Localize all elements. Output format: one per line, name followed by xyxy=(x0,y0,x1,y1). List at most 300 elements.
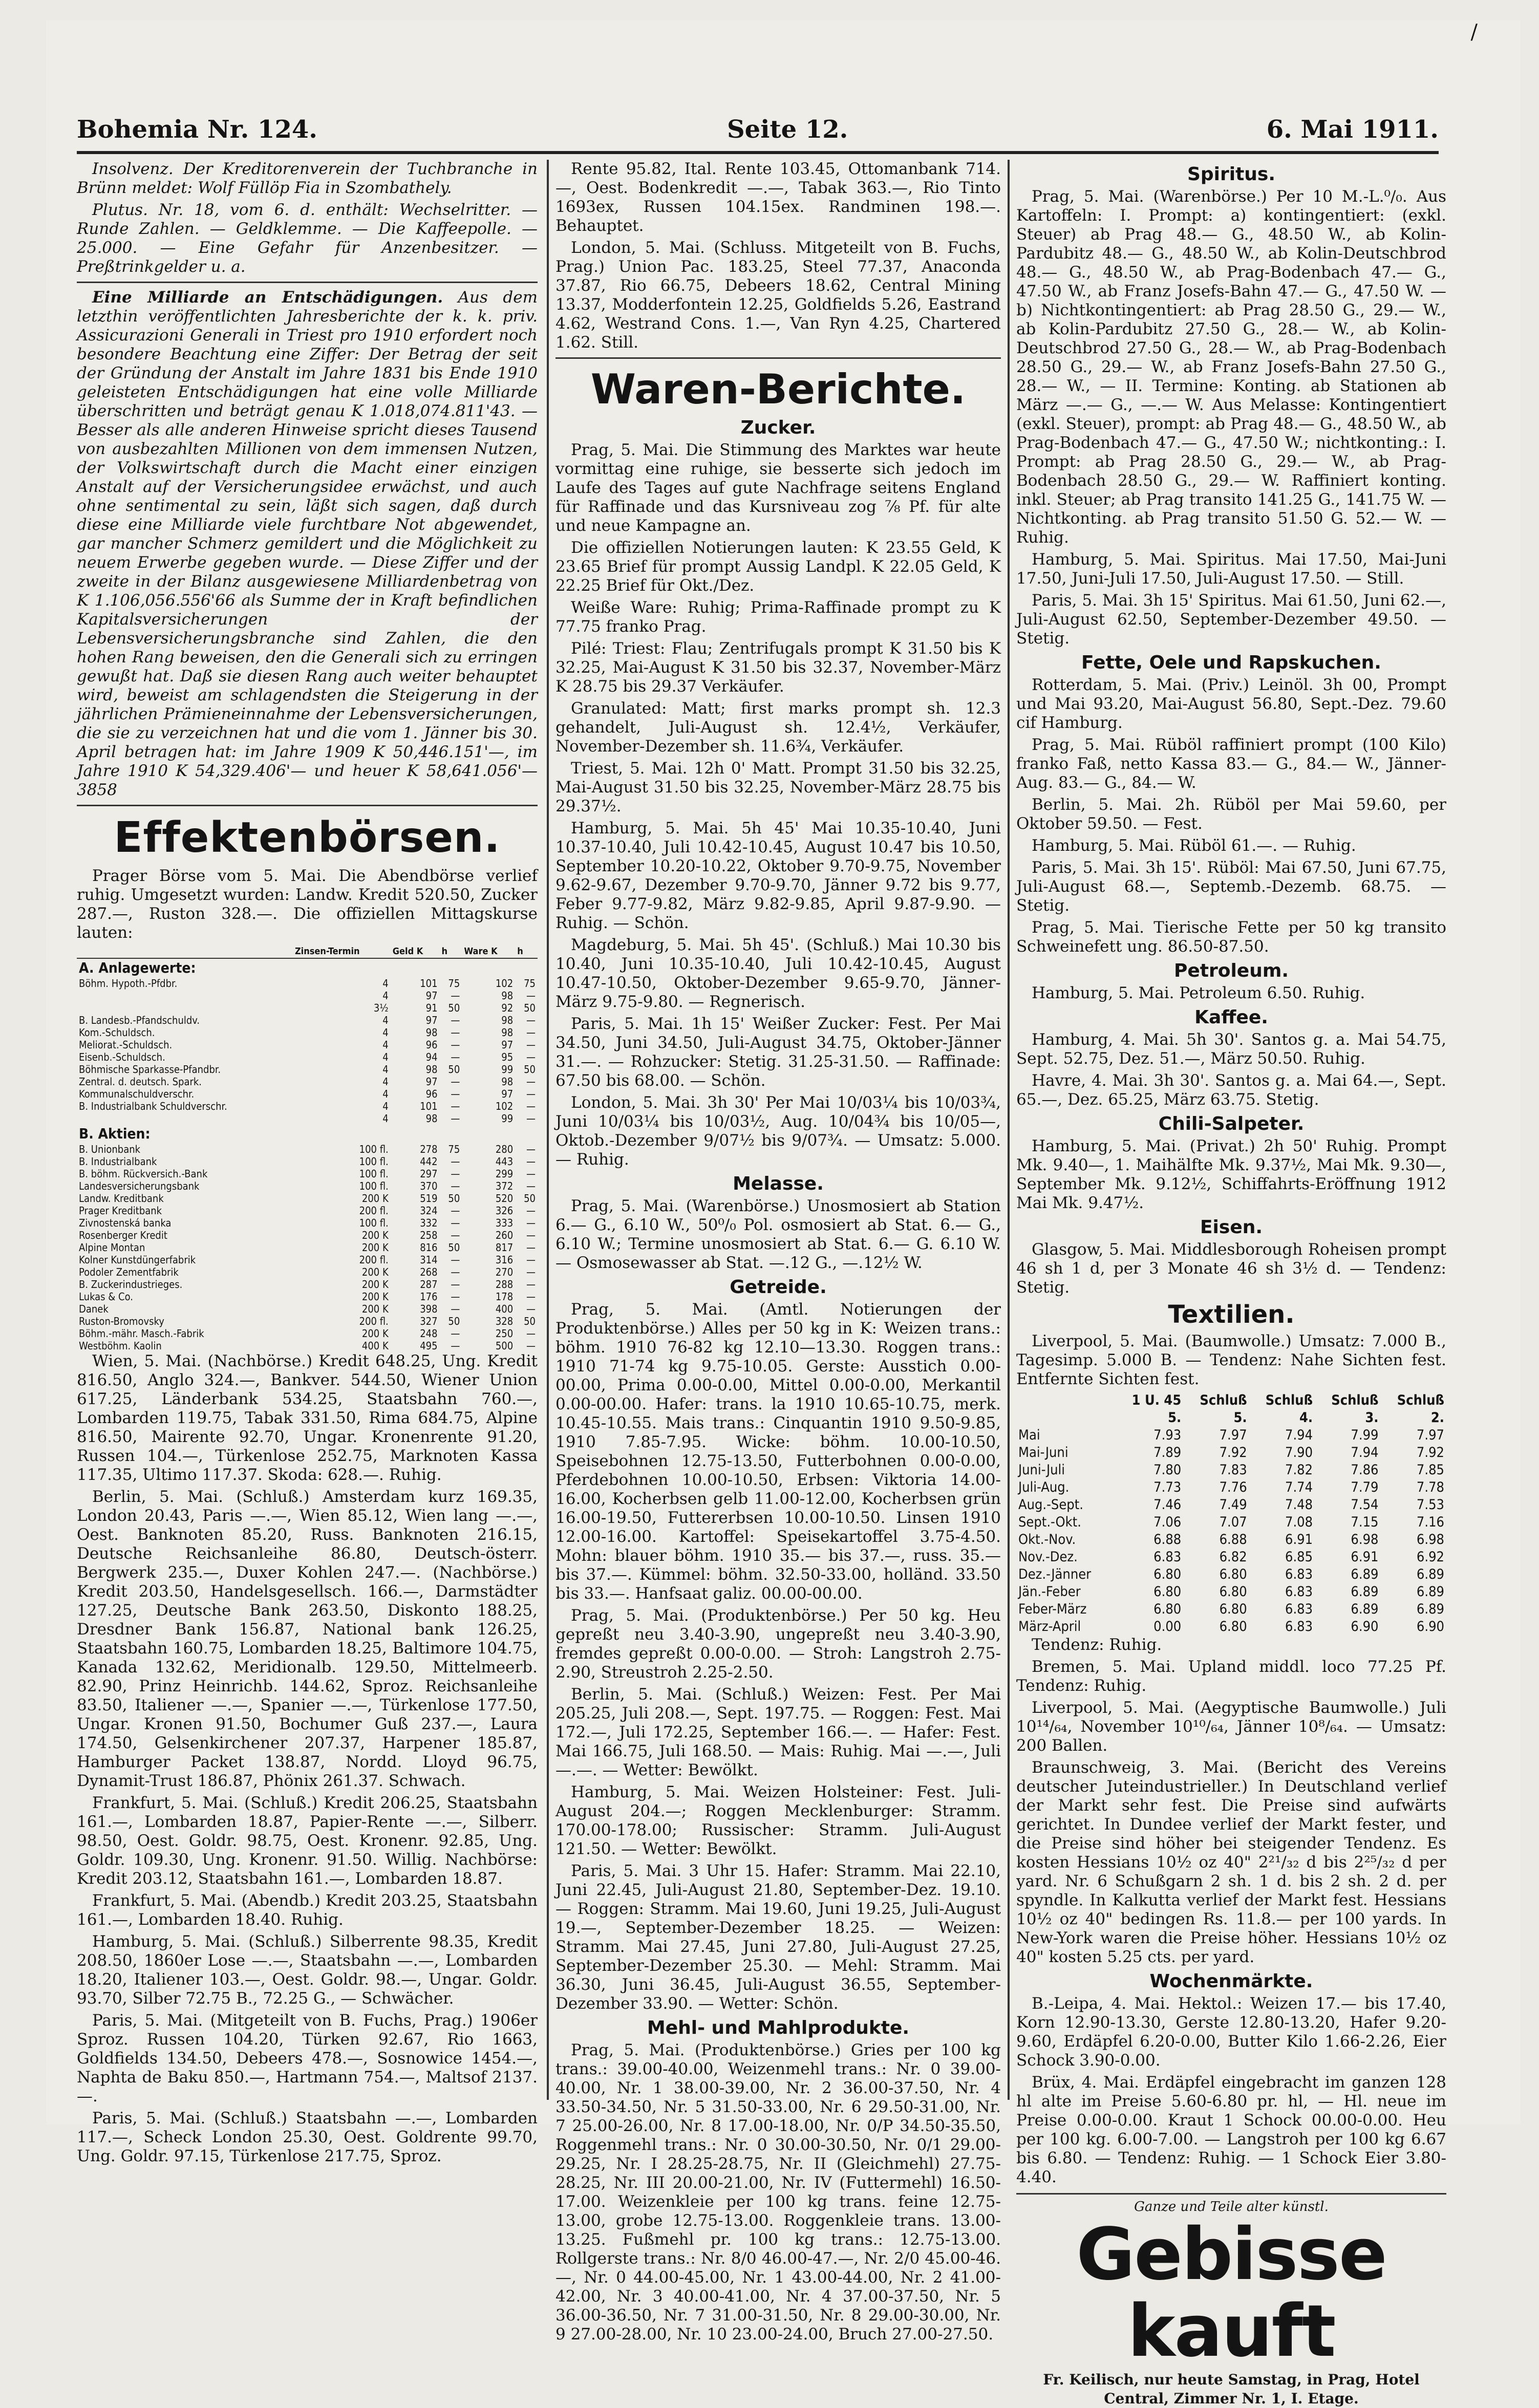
table-cell xyxy=(77,1112,293,1125)
table-cell: 50 xyxy=(524,1063,536,1076)
page-header xyxy=(77,115,1439,154)
melasse-prag: Prag, 5. Mai. (Warenbörse.) Unosmosiert ab Station 6.— G., 6.10 W., 50⁰/₀ Pol. osmosiert ab Stat. 6.— G., 6.10 W.; Termine unosmosiert ab Stat. 6.— G. 6.10 W. — Osmosewasser ab Stat. —.12 G., —.12½ W. xyxy=(555,1197,1001,1272)
table-cell: 326 xyxy=(495,1205,514,1217)
table-cell: 6.80 xyxy=(1153,1584,1182,1600)
report-london: London, 5. Mai. (Schluss. Mitgeteilt von B. Fuchs, Prag.) Union Pac. 183.25, Steel 77.37, Anaconda 37.87, Rio 66.75, Debeers 18.62, Central Mining 13.37, Modderfontein 12.25, Goldfields 5.26, Eastrand 4.62, Westrand Cons. 1.—, Van Ryn 4.25, Chartered 1.62. Still. xyxy=(555,239,1001,352)
table-row xyxy=(77,1168,538,1180)
table-cell: 6.83 xyxy=(1285,1566,1313,1582)
table-row xyxy=(1016,1549,1446,1566)
fette-prag: Prag, 5. Mai. Rüböl raffiniert prompt (100 Kilo) franko Faß, netto Kassa 83.— G., 84.— W., Jänner-Aug. 83.— G., 84.— W. xyxy=(1016,736,1446,792)
table-cell: 98 xyxy=(501,1026,514,1039)
table-cell: 7.48 xyxy=(1285,1497,1313,1513)
table-cell: 495 xyxy=(420,1340,438,1352)
sub-mehl: Mehl- und Mahlprodukte. xyxy=(647,2017,910,2038)
table-cell: 96 xyxy=(425,1039,438,1051)
table-header-cell: Schluß xyxy=(1331,1392,1379,1408)
table-cell: 270 xyxy=(495,1266,514,1278)
table-cell: 75 xyxy=(448,977,460,990)
table-cell: — xyxy=(451,1217,460,1229)
table-cell: 50 xyxy=(448,1063,460,1076)
table-cell: 7.16 xyxy=(1416,1514,1444,1530)
table-row xyxy=(77,1002,538,1014)
table-row xyxy=(77,977,538,990)
table-cell: 97 xyxy=(425,1076,438,1088)
table-cell: 101 xyxy=(420,977,438,990)
table-cell: 817 xyxy=(495,1241,514,1254)
table-cell: — xyxy=(526,1143,536,1155)
table-cell: 4 xyxy=(382,1088,389,1100)
table-cell: 200 fl. xyxy=(359,1315,389,1327)
table-cell: 6.80 xyxy=(1219,1601,1247,1617)
table-cell: — xyxy=(526,1112,536,1125)
table-cell: Eisenb.-Schuldsch. xyxy=(79,1051,165,1063)
table-cell: 327 xyxy=(420,1315,438,1327)
textil-tendenz: Tendenz: Ruhig. xyxy=(1032,1636,1162,1654)
table-cell: 6.89 xyxy=(1351,1584,1379,1600)
zucker-prag: Prag, 5. Mai. Die Stimmung des Marktes war heute vormittag eine ruhige, sie besserte sich jedoch im Laufe des Tages auf gute Nachfrage seitens England für Raffinade und das Kursniveau zog ⅞ Pf. für alte und neue Kampagne an. xyxy=(555,441,1001,535)
table-cell xyxy=(77,1002,293,1014)
table-cell: 6.91 xyxy=(1285,1532,1313,1547)
table-header-cell: h xyxy=(440,945,462,958)
table-row xyxy=(77,1229,538,1241)
table-cell: Westböhm. Kaolin xyxy=(79,1340,162,1352)
table-cell: 6.85 xyxy=(1285,1549,1313,1565)
table-cell: 6.90 xyxy=(1351,1619,1379,1635)
table-cell: 7.97 xyxy=(1416,1427,1444,1443)
table-cell: 200 K xyxy=(361,1229,389,1241)
table-cell: 75 xyxy=(448,1143,460,1155)
table-cell: — xyxy=(451,1168,460,1180)
table-cell: — xyxy=(526,1051,536,1063)
table-cell: 6.89 xyxy=(1416,1566,1444,1582)
table-cell: 299 xyxy=(495,1168,514,1180)
table-cell: 500 xyxy=(495,1340,514,1352)
table-cell: 4 xyxy=(382,1112,389,1125)
report-wien: Wien, 5. Mai. (Nachbörse.) Kredit 648.25, Ung. Kredit 816.50, Anglo 324.—, Bankver. 544.50, Wiener Union 617.25, Länderbank 534.25, Staatsbahn 760.—, Lombarden 119.75, Tabak 331.50, Rima 684.75, Alpine 816.50, Mairente 92.70, Ungar. Kronenrente 91.20, Russen 104.—, Türkenlose 252.75, Marknoten Kassa 117.35, Ultimo 117.37. Skoda: 628.—. Ruhig. xyxy=(77,1352,538,1484)
table-cell: Lukas & Co. xyxy=(79,1291,133,1303)
table-cell: Dez.-Jänner xyxy=(1018,1566,1092,1582)
table-row xyxy=(77,1192,538,1205)
table-cell: 4 xyxy=(382,1100,389,1112)
table-cell: 7.92 xyxy=(1219,1445,1247,1460)
article-milliarde xyxy=(77,288,538,800)
table-cell: Zentral. d. deutsch. Spark. xyxy=(79,1076,202,1088)
report-frankfurt-abend: Frankfurt, 5. Mai. (Abendb.) Kredit 203.25, Staatsbahn 161.—, Lombarden 18.40. Ruhig. xyxy=(77,1891,538,1929)
table-cell: Mai-Juni xyxy=(1018,1445,1068,1460)
header-title: Bohemia Nr. 124. xyxy=(77,115,317,144)
table-cell: — xyxy=(526,1241,536,1254)
section-heading-effekten: Effektenbörsen. xyxy=(114,813,501,862)
table-cell: 102 xyxy=(495,977,514,990)
table-cell: 6.80 xyxy=(1219,1584,1247,1600)
sub-zucker: Zucker. xyxy=(740,417,816,438)
table-cell: 7.15 xyxy=(1351,1514,1379,1530)
table-cell: — xyxy=(451,1327,460,1340)
table-cell: 101 xyxy=(420,1100,438,1112)
spiritus-hamburg: Hamburg, 5. Mai. Spiritus. Mai 17.50, Mai-Juni 17.50, Juni-Juli 17.50, Juli-August 17.50. — Still. xyxy=(1016,550,1446,588)
table-cell: 7.76 xyxy=(1219,1479,1247,1495)
mehl-prag: Prag, 5. Mai. (Produktenbörse.) Gries per 100 kg trans.: 39.00-40.00, Weizenmehl trans.: Nr. 0 39.00-40.00, Nr. 1 38.00-39.00, Nr. 2 36.00-37.50, Nr. 4 33.50-34.50, Nr. 5 31.50-33.00, Nr. 6 29.50-31.00, Nr. 7 25.00-26.00, Nr. 8 17.00-18.00, Nr. 0/P 34.50-35.50, Roggenmehl trans.: Nr. 0 30.00-30.50, Nr. 0/1 29.00-29.25, Nr. I 28.25-28.75, Nr. II (Gleichmehl) 27.75-28.25, Nr. III 20.00-21.00, Nr. IV (Futtermehl) 16.50-17.00. Weizenkleie per 100 kg trans. feine 12.75-13.00, grobe 12.75-13.00. Roggenkleie trans. 13.00-13.25. Fußmehl pr. 100 kg trans.: 12.75-13.00. Rollgerste trans.: Nr. 8/0 46.00-47.—, Nr. 2/0 45.00-46.—, Nr. 0 44.00-45.00, Nr. 1 43.00-44.00, Nr. 2 41.00-42.00, Nr. 3 40.00-41.00, Nr. 4 37.00-37.50, Nr. 5 36.00-36.50, Nr. 7 31.00-31.50, Nr. 8 29.00-30.00, Nr. 9 27.00-28.00, Nr. 10 23.00-24.00, Bruch 27.00-27.50. xyxy=(555,2041,1001,2344)
section-heading-waren: Waren-Berichte. xyxy=(590,365,966,413)
table-cell: 314 xyxy=(420,1254,438,1266)
table-cell: 6.88 xyxy=(1153,1532,1182,1547)
table-cell: 4 xyxy=(382,1051,389,1063)
table-row xyxy=(77,1327,538,1340)
article-title: Eine Milliarde an Entschädigungen. xyxy=(92,288,443,307)
sub-wochen: Wochenmärkte. xyxy=(1149,1971,1313,1992)
table-header-cell: 1 U. 45 xyxy=(1131,1392,1182,1408)
table-cell: — xyxy=(526,1340,536,1352)
table-cell: 97 xyxy=(501,1039,514,1051)
table-cell: — xyxy=(451,1291,460,1303)
getreide-prag-heu: Prag, 5. Mai. (Produktenbörse.) Per 50 kg. Heu gepreßt neu 3.40-3.90, ungepreßt neu 3.40-3.90, fremdes gepreßt 0.00-0.00. — Stroh: Langstroh 2.75-2.90, Streustroh 2.25-2.50. xyxy=(555,1606,1001,1682)
table-section-row xyxy=(77,1125,538,1143)
table-cell: 7.54 xyxy=(1351,1497,1379,1513)
table-cell: 248 xyxy=(420,1327,438,1340)
table-cell: 280 xyxy=(495,1143,514,1155)
report-paris-cont: Rente 95.82, Ital. Rente 103.45, Ottomanbank 714.—, Oest. Bodenkredit —.—, Tabak 363.—, Rio Tinto 1693ex, Russen 104.15ex. Randminen 198.—. Behauptet. xyxy=(555,160,1001,235)
table-cell: 178 xyxy=(495,1291,514,1303)
kaffee-havre: Havre, 4. Mai. 3h 30'. Santos g. a. Mai 64.—, Sept. 65.—, Dez. 65.25, März 63.75. Stetig. xyxy=(1016,1071,1446,1109)
table-cell: 100 fl. xyxy=(359,1168,389,1180)
table-cell: 400 xyxy=(495,1303,514,1315)
table-section-label: A. Anlagewerte: xyxy=(79,959,196,976)
column-rule xyxy=(547,160,549,2100)
table-cell: Prager Kreditbank xyxy=(79,1205,162,1217)
table-cell: — xyxy=(451,1051,460,1063)
table-cell: — xyxy=(526,1291,536,1303)
table-cell: B. Industrialbank Schuldverschr. xyxy=(79,1100,227,1112)
table-cell: 333 xyxy=(495,1217,514,1229)
table-row xyxy=(77,1014,538,1026)
table-cell: B. Zuckerindustrieges. xyxy=(79,1278,183,1291)
table-cell: — xyxy=(451,1039,460,1051)
table-cell: Jän.-Feber xyxy=(1018,1584,1081,1600)
ad-headline: Gebisse kauft xyxy=(1076,2213,1386,2373)
table-cell: 6.80 xyxy=(1153,1566,1182,1582)
fette-prag-tierisch: Prag, 5. Mai. Tierische Fette per 50 kg transito Schweinefett ung. 86.50-87.50. xyxy=(1016,918,1446,956)
table-cell: 6.83 xyxy=(1285,1601,1313,1617)
table-cell: 7.97 xyxy=(1219,1427,1247,1443)
wochen-brux: Brüx, 4. Mai. Erdäpfel eingebracht im ganzen 128 hl alte im Preise 5.60-6.80 pr. hl, — Hl. neue im Preise 0.00-0.00. Kraut 1 Schock 00.00-0.00. Heu per 100 kg. 6.00-7.00. — Langstroh per 100 kg 6.67 bis 6.80. — Tendenz: Ruhig. — 1 Schock Eier 3.80-4.40. xyxy=(1016,2073,1446,2186)
article-plutus: Plutus. Nr. 18, vom 6. d. enthält: Wechselritter. — Runde Zahlen. — Geldklemme. — Die Kaffeepolle. — 25.000. — Eine Gefahr für Anzenbesitzer. — Preßtrinkgelder u. a. xyxy=(77,201,538,276)
table-cell: 200 K xyxy=(361,1241,389,1254)
table-cell: 287 xyxy=(420,1278,438,1291)
table-cell: 7.74 xyxy=(1285,1479,1313,1495)
ad-caption: Ganze und Teile alter künstl. xyxy=(1134,2199,1329,2214)
table-row xyxy=(77,1100,538,1112)
table-cell xyxy=(77,990,293,1002)
table-cell: Landesversicherungsbank xyxy=(79,1180,200,1192)
zucker-magdeburg: Magdeburg, 5. Mai. 5h 45'. (Schluß.) Mai 10.30 bis 10.40, Juni 10.35-10.40, Juli 10.42-10.45, August 10.47-10.50, Oktober-Dezember 9.65-9.70, Jänner-März 9.75-9.80. — Regnerisch. xyxy=(555,936,1001,1011)
table-cell: 98 xyxy=(425,1063,438,1076)
table-cell: Böhm. Hypoth.-Pfdbr. xyxy=(79,977,178,990)
table-cell: B. Industrialbank xyxy=(79,1155,157,1168)
table-row xyxy=(77,1088,538,1100)
table-cell: 372 xyxy=(495,1180,514,1192)
table-cell: — xyxy=(451,1180,460,1192)
table-cell: 7.73 xyxy=(1153,1479,1182,1495)
zucker-weisse-ware: Weiße Ware: Ruhig; Prima-Raffinade prompt zu K 77.75 franko Prag. xyxy=(555,598,1001,636)
table-cell: — xyxy=(526,1168,536,1180)
column-rule xyxy=(1008,160,1010,2100)
table-cell: B. Unionbank xyxy=(79,1143,141,1155)
table-cell: — xyxy=(451,1303,460,1315)
table-cell: 100 fl. xyxy=(359,1180,389,1192)
divider xyxy=(555,357,1001,359)
fette-rotterdam: Rotterdam, 5. Mai. (Priv.) Leinöl. 3h 00, Prompt und Mai 93.20, Mai-August 56.80, Sept.-Dez. 79.60 cif Hamburg. xyxy=(1016,676,1446,732)
table-cell: 442 xyxy=(420,1155,438,1168)
table-cell: 50 xyxy=(448,1241,460,1254)
table-cell: 6.80 xyxy=(1219,1566,1247,1582)
table-cell: Aug.-Sept. xyxy=(1018,1497,1083,1513)
ad-address: Fr. Keilisch, nur heute Samstag, in Prag, Hotel Central, Zimmer Nr. 1, I. Etage. xyxy=(1043,2371,1420,2407)
table-cell: 50 xyxy=(448,1315,460,1327)
table-cell: 6.90 xyxy=(1416,1619,1444,1635)
table-cell: — xyxy=(526,1180,536,1192)
table-cell: 3½ xyxy=(373,1002,389,1014)
table-cell: 258 xyxy=(420,1229,438,1241)
sub-melasse: Melasse. xyxy=(733,1173,824,1194)
table-cell: 98 xyxy=(501,1014,514,1026)
report-berlin: Berlin, 5. Mai. (Schluß.) Amsterdam kurz 169.35, London 20.43, Paris —.—, Wien 85.12, Wien lang —.—, Oest. Banknoten 85.20, Russ. Banknoten 216.15, Deutsche Reichsanleihe 86.80, Deutsch-österr. Bergwerk 235.—, Duxer Kohlen 247.—. (Nachbörse.) Kredit 203.50, Handelsgesellsch. 166.—, Darmstädter 127.25, Deutsche Bank 263.50, Diskonto 188.25, Dresdner Bank 156.87, National bank 126.25, Staatsbahn 160.75, Lombarden 18.25, Baltimore 104.75, Kanada 132.62, Meridionalb. 129.50, Mittelmeerb. 82.90, Prinz Heinrichb. 144.62, Sproz. Reichsanleihe 83.50, Italiener —.—, Spanier —.—, Türkenlose 177.50, Ungar. Kronen 91.50, Bochumer Guß 237.—, Laura 174.50, Gelsenkirchener 207.37, Harpener 185.87, Hamburger Packet 138.87, Nordd. Lloyd 96.75, Dynamit-Trust 186.87, Phönix 261.37. Schwach. xyxy=(77,1488,538,1790)
chili-hamburg: Hamburg, 5. Mai. (Privat.) 2h 50' Ruhig. Prompt Mk. 9.40—, 1. Maihälfte Mk. 9.37½, Mai Mk. 9.30—, September Mk. 9.12½, Schiffahrts-Eröffnung 1912 Mai Mk. 9.47½. xyxy=(1016,1137,1446,1212)
textil-bremen: Bremen, 5. Mai. Upland middl. loco 77.25 Pf. Tendenz: Ruhig. xyxy=(1016,1658,1446,1695)
table-cell: 816 xyxy=(420,1241,438,1254)
table-cell: 370 xyxy=(420,1180,438,1192)
table-row xyxy=(1016,1427,1446,1444)
petroleum-hamburg: Hamburg, 5. Mai. Petroleum 6.50. Ruhig. xyxy=(1032,984,1365,1002)
table-row xyxy=(77,1303,538,1315)
table-row xyxy=(1016,1566,1446,1583)
table-cell: 200 K xyxy=(361,1327,389,1340)
table-row xyxy=(77,1266,538,1278)
table-cell: 519 xyxy=(420,1192,438,1205)
sub-fette: Fette, Oele und Rapskuchen. xyxy=(1081,652,1381,673)
pencil-mark: / xyxy=(1470,20,1478,44)
table-cell: Zivnostenská banka xyxy=(79,1217,172,1229)
column-1 xyxy=(77,160,538,2165)
table-cell: 6.89 xyxy=(1416,1601,1444,1617)
table-cell: 200 K xyxy=(361,1266,389,1278)
table-cell: — xyxy=(451,1340,460,1352)
table-cell: 7.83 xyxy=(1219,1462,1247,1478)
table-cell: — xyxy=(526,1229,536,1241)
table-cell: 260 xyxy=(495,1229,514,1241)
table-cell: — xyxy=(526,1205,536,1217)
table-cell: 7.07 xyxy=(1219,1514,1247,1530)
zucker-paris: Paris, 5. Mai. 1h 15' Weißer Zucker: Fest. Per Mai 34.50, Juni 34.50, Juli-August 34.75, Oktober-Jänner 31.—. — Rohzucker: Stetig. 31.25-31.50. — Raffinade: 67.50 bis 68.00. — Schön. xyxy=(555,1015,1001,1090)
table-cell: 6.98 xyxy=(1351,1532,1379,1547)
table-row xyxy=(1016,1461,1446,1479)
table-cell: Juli-Aug. xyxy=(1018,1479,1070,1495)
table-row xyxy=(77,1076,538,1088)
sub-textilien: Textilien. xyxy=(1168,1300,1295,1329)
table-cell: 7.93 xyxy=(1153,1427,1182,1443)
table-cell: 50 xyxy=(448,1002,460,1014)
getreide-prag: Prag, 5. Mai. (Amtl. Notierungen der Produktenbörse.) Alles per 50 kg in K: Weizen trans.: böhm. 1910 76-82 kg 12.10—13.30. Roggen trans.: 1910 71-74 kg 9.75-10.05. Gerste: Ausstich 0.00-00.00, Prima 0.00-0.00, Mittel 0.00-0.00, Merkantil 0.00-00.00. Hafer: trans. la 1910 10.65-10.75, merk. 10.45-10.55. Mais trans.: Cinquantin 1910 9.50-9.85, 1910 7.85-7.95. Wicke: böhm. 10.00-10.50, Speisebohnen 12.75-13.50, Futterbohnen 0.00-0.00, Pferdebohnen 10.00-10.50, Erbsen: Viktoria 14.00-16.00, Kocherbsen gelb 11.00-12.00, Kocherbsen grün 16.00-19.50, Futtererbsen 10.00-10.50. Linsen 1910 12.00-16.00. Kartoffel: Speisekartoffel 3.75-4.50. Mohn: blauer böhm. 1910 35.— bis 37.—, russ. 35.— bis 37.—. Kümmel: böhm. 32.50-33.00, holländ. 33.50 bis 33.—. Hanfsaat galiz. 00.00-00.00. xyxy=(555,1300,1001,1603)
zucker-notierungen: Die offiziellen Notierungen lauten: K 23.55 Geld, K 23.65 Brief für prompt Aussig Landpl. K 22.05 Geld, K 22.25 Brief für Okt./Dez. xyxy=(555,539,1001,595)
table-cell: 7.46 xyxy=(1153,1497,1182,1513)
table-cell: Podoler Zementfabrik xyxy=(79,1266,179,1278)
table-cell: 98 xyxy=(501,1076,514,1088)
table-cell: 98 xyxy=(425,1026,438,1039)
table-cell: Kommunalschuldverschr. xyxy=(79,1088,195,1100)
table-cell: 7.06 xyxy=(1153,1514,1182,1530)
table-cell: 6.92 xyxy=(1416,1549,1444,1565)
article-body: Aus dem letzthin veröffentlichten Jahresberichte der k. k. priv. Assicurazioni Generali in Triest pro 1910 erfordert noch besondere Beachtung eine Ziffer: Der Betrag der seit der Gründung der Anstalt im Jahre 1831 bis Ende 1910 geleisteten Entschädigungen hat eine volle Milliarde überschritten und beträgt genau K 1.018,074.811'43. — Besser als alle anderen Hinweise spricht dieses Tausend von ausbezahlten Millionen von dem immensen Nutzen, der Volkswirtschaft durch die Macht einer einzigen Anstalt auf der Versicherungsidee erwächst, und auch ohne sentimental zu sein, läßt sich sagen, daß durch diese eine Milliarde viele furchtbare Not abgewendet, gar mancher Schmerz gemildert und die Möglichkeit zu neuem Erwerbe gegeben wurde. — Diese Ziffer und der zweite in der Bilanz ausgewiesene Milliardenbetrag von K 1.106,056.556'66 als Summe der in Kraft befindlichen Kapitalsversicherungen der Lebensversicherungsbranche sind Zahlen, die den hohen Rang beweisen, den die Generali sich zu erringen gewußt hat. Daß sie diesen Rang auch weiter behauptet wird, beweist am schlagendsten die Steigerung in der jährlichen Prämieneinnahme der Lebensversicherungen, die sie zu verzeichnen hat und die vom 1. Jänner bis 30. April betragen hat: im Jahre 1909 K 50,446.151'—, im Jahre 1910 K 54,329.406'— und heuer K 58,641.056'— 3858 xyxy=(77,288,538,799)
table-cell: — xyxy=(451,1088,460,1100)
table-header-cell: Schluß xyxy=(1397,1392,1444,1408)
table-cell: 98 xyxy=(425,1112,438,1125)
getreide-berlin: Berlin, 5. Mai. (Schluß.) Weizen: Fest. Per Mai 205.25, Juli 208.—, Sept. 197.75. — Roggen: Fest. Mai 172.—, Juli 172.25, September 166.—. — Hafer: Fest. Mai 166.75, Juli 168.50. — Mais: Ruhig. Mai —.—, Juli —.—. — Wetter: Bewölkt. xyxy=(555,1685,1001,1779)
table-cell: 7.53 xyxy=(1416,1497,1444,1513)
table-row xyxy=(77,1205,538,1217)
table-cell: — xyxy=(451,1112,460,1125)
table-cell: 6.83 xyxy=(1153,1549,1182,1565)
table-row xyxy=(77,1180,538,1192)
table-cell: B. Landesb.-Pfandschuldv. xyxy=(79,1014,200,1026)
table-cell: 400 K xyxy=(361,1340,389,1352)
table-row xyxy=(77,1026,538,1039)
zucker-granulated: Granulated: Matt; first marks prompt sh. 12.3 gehandelt, Juli-August sh. 12.4½, Verkäufer, November-Dezember sh. 11.6¾, Verkäufer. xyxy=(555,699,1001,756)
table-cell: 520 xyxy=(495,1192,514,1205)
table-cell: 328 xyxy=(495,1315,514,1327)
table-header-cell: Zinsen-Termin xyxy=(293,945,391,958)
table-cell: 4 xyxy=(382,977,389,990)
table-cell: 0.00 xyxy=(1153,1619,1182,1635)
sub-eisen: Eisen. xyxy=(1200,1217,1263,1238)
table-cell: Ruston-Bromovsky xyxy=(79,1315,164,1327)
table-cell: 332 xyxy=(420,1217,438,1229)
table-cell: Okt.-Nov. xyxy=(1018,1532,1076,1547)
table-header-cell: Geld K xyxy=(391,945,440,958)
table-row xyxy=(77,1254,538,1266)
table-cell: 4 xyxy=(382,1063,389,1076)
table-row xyxy=(77,1155,538,1168)
table-cell: 398 xyxy=(420,1303,438,1315)
table-row xyxy=(77,1241,538,1254)
table-cell: 316 xyxy=(495,1254,514,1266)
table-cell: 94 xyxy=(425,1051,438,1063)
table-cell: 100 fl. xyxy=(359,1143,389,1155)
header-date: 6. Mai 1911. xyxy=(1266,115,1439,144)
table-cell: 97 xyxy=(501,1088,514,1100)
table-header-cell xyxy=(1016,1409,1115,1427)
divider xyxy=(77,805,538,806)
sub-spiritus: Spiritus. xyxy=(1187,164,1276,185)
fette-hamburg: Hamburg, 5. Mai. Rüböl 61.—. — Ruhig. xyxy=(1032,836,1356,855)
column-2 xyxy=(555,160,1001,2344)
table-cell: 324 xyxy=(420,1205,438,1217)
table-cell: Mai xyxy=(1018,1427,1040,1443)
table-cell: 7.94 xyxy=(1285,1427,1313,1443)
report-paris-schluss: Paris, 5. Mai. (Schluß.) Staatsbahn —.—, Lombarden 117.—, Scheck London 25.30, Oest. Goldrente 99.70, Ung. Goldr. 97.15, Türkenlose 217.75, Sproz. xyxy=(77,2109,538,2165)
column-3 xyxy=(1016,160,1446,2407)
table-cell: 50 xyxy=(524,1192,536,1205)
table-cell: 4 xyxy=(382,990,389,1002)
table-cell: 7.94 xyxy=(1351,1445,1379,1460)
table-row xyxy=(77,1051,538,1063)
table-cell: 99 xyxy=(501,1112,514,1125)
table-cell: — xyxy=(526,1278,536,1291)
table-cell: 7.89 xyxy=(1153,1445,1182,1460)
getreide-hamburg: Hamburg, 5. Mai. Weizen Holsteiner: Fest. Juli-August 204.—; Roggen Mecklenburger: Stramm. 170.00-178.00; Russischer: Stramm. Juli-August 121.50. — Wetter: Bewölkt. xyxy=(555,1783,1001,1858)
table-row xyxy=(1016,1601,1446,1618)
divider xyxy=(77,282,538,283)
header-page: Seite 12. xyxy=(727,115,848,144)
table-cell: 7.85 xyxy=(1416,1462,1444,1478)
textil-liverpool-aeg: Liverpool, 5. Mai. (Aegyptische Baumwolle.) Juli 10¹⁴/₆₄, November 10¹⁰/₆₄, Jänner 10⁸/₆₄. — Umsatz: 200 Ballen. xyxy=(1016,1698,1446,1755)
cotton-table xyxy=(1016,1392,1446,1636)
table-cell: Böhm.-mähr. Masch.-Fabrik xyxy=(79,1327,204,1340)
table-cell: — xyxy=(451,1155,460,1168)
sub-petroleum: Petroleum. xyxy=(1173,960,1289,981)
table-cell: 96 xyxy=(425,1088,438,1100)
table-row xyxy=(1016,1514,1446,1531)
table-cell: Juni-Juli xyxy=(1018,1462,1065,1478)
table-cell: 176 xyxy=(420,1291,438,1303)
table-cell: 100 fl. xyxy=(359,1155,389,1168)
table-cell: Nov.-Dez. xyxy=(1018,1549,1078,1565)
eisen-glasgow: Glasgow, 5. Mai. Middlesborough Roheisen prompt 46 sh 1 d, per 3 Monate 46 sh 3½ d. — Tendenz: Stetig. xyxy=(1016,1240,1446,1297)
textil-liverpool: Liverpool, 5. Mai. (Baumwolle.) Umsatz: 7.000 B., Tagesimp. 5.000 B. — Tendenz: Nahe Sichten fest. Entfernte Sichten fest. xyxy=(1016,1332,1446,1388)
table-cell: 4 xyxy=(382,1039,389,1051)
sub-kaffee: Kaffee. xyxy=(1194,1007,1268,1028)
table-row xyxy=(77,1063,538,1076)
table-cell: 6.91 xyxy=(1351,1549,1379,1565)
table-cell: — xyxy=(526,1026,536,1039)
zucker-london: London, 5. Mai. 3h 30' Per Mai 10/03¼ bis 10/03¾, Juni 10/03¼ bis 10/03½, Aug. 10/04¾ bis 10/05—, Oktob.-Dezember 9/07½ bis 9/07¾. — Umsatz: 5.000. — Ruhig. xyxy=(555,1093,1001,1169)
table-cell: 250 xyxy=(495,1327,514,1340)
table-cell: 6.88 xyxy=(1219,1532,1247,1547)
table-row xyxy=(77,1112,538,1125)
table-header-cell: h xyxy=(515,945,538,958)
table-cell: — xyxy=(451,1014,460,1026)
table-cell: 50 xyxy=(524,1002,536,1014)
table-cell: 98 xyxy=(501,990,514,1002)
table-cell: 443 xyxy=(495,1155,514,1168)
table-cell: — xyxy=(451,1076,460,1088)
table-cell: 75 xyxy=(524,977,536,990)
table-cell: 288 xyxy=(495,1278,514,1291)
table-cell: — xyxy=(526,1266,536,1278)
table-cell: — xyxy=(526,1217,536,1229)
table-row xyxy=(1016,1583,1446,1601)
table-cell: Landw. Kreditbank xyxy=(79,1192,164,1205)
table-cell: Feber-März xyxy=(1018,1601,1087,1617)
getreide-paris: Paris, 5. Mai. 3 Uhr 15. Hafer: Stramm. Mai 22.10, Juni 22.45, Juli-August 21.80, September-Dez. 19.10. — Roggen: Stramm. Mai 19.60, Juni 19.25, Juli-August 19.—, September-Dezember 18.25. — Weizen: Stramm. Mai 27.45, Juni 27.80, Juli-August 27.25, September-Dezember 25.30. — Mehl: Stramm. Mai 36.30, Juni 36.45, Juli-August 36.55, September-Dezember 33.90. — Wetter: Schön. xyxy=(555,1862,1001,2013)
table-row xyxy=(1016,1444,1446,1461)
table-cell: — xyxy=(526,1254,536,1266)
table-cell: 7.78 xyxy=(1416,1479,1444,1495)
wochen-bleipa: B.-Leipa, 4. Mai. Hektol.: Weizen 17.— bis 17.40, Korn 12.90-13.30, Gerste 12.80-13.20, Hafer 9.20-9.60, Erdäpfel 6.20-0.00, Butter Kilo 1.66-2.26, Eier Schock 3.90-0.00. xyxy=(1016,1994,1446,2070)
fette-berlin: Berlin, 5. Mai. 2h. Rüböl per Mai 59.60, per Oktober 59.50. — Fest. xyxy=(1016,795,1446,833)
table-cell: B. böhm. Rückversich.-Bank xyxy=(79,1168,208,1180)
table-row xyxy=(77,1315,538,1327)
table-row xyxy=(77,1340,538,1352)
table-cell: Rosenberger Kredit xyxy=(79,1229,167,1241)
table-cell: — xyxy=(526,1014,536,1026)
table-cell: Alpine Montan xyxy=(79,1241,145,1254)
table-cell: 4 xyxy=(382,1014,389,1026)
table-cell: 50 xyxy=(448,1192,460,1205)
table-cell: Kolner Kunstdüngerfabrik xyxy=(79,1254,196,1266)
table-header-cell: 4. xyxy=(1299,1410,1313,1426)
table-cell: 6.89 xyxy=(1351,1566,1379,1582)
table-cell: 7.86 xyxy=(1351,1462,1379,1478)
table-cell: 7.92 xyxy=(1416,1445,1444,1460)
